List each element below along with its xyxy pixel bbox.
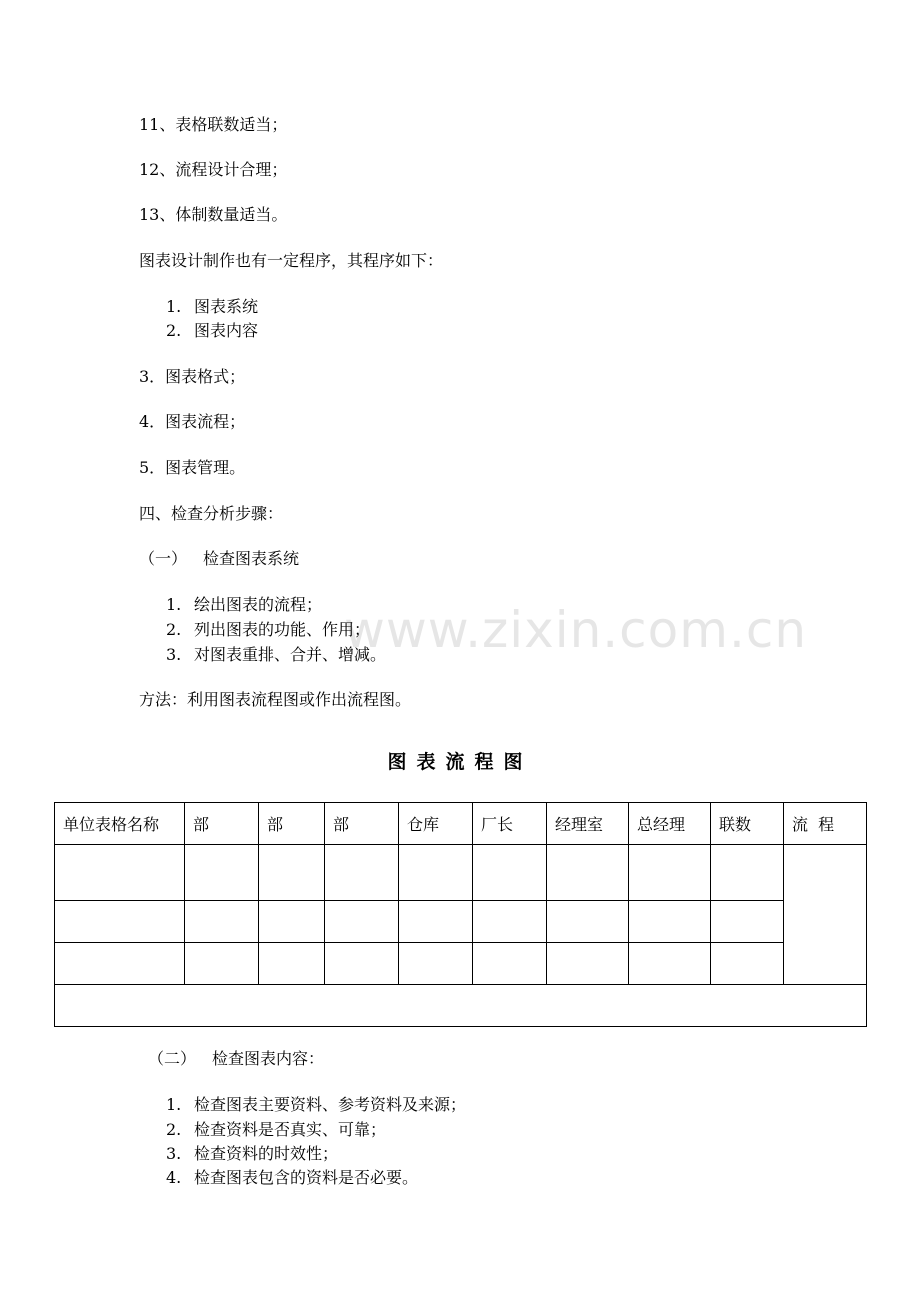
list-text: 列出图表的功能、作用； bbox=[194, 620, 371, 639]
list-number: 2. bbox=[166, 1120, 182, 1139]
table-cell bbox=[325, 901, 399, 943]
item-12: 12、流程设计合理； bbox=[139, 160, 288, 179]
item-3: 3．图表格式； bbox=[139, 367, 246, 386]
header-cell: 单位表格名称 bbox=[55, 803, 185, 845]
table-cell bbox=[399, 943, 473, 985]
table-header-row bbox=[55, 803, 867, 845]
subsection-text: 检查图表内容： bbox=[212, 1049, 325, 1068]
list-text: 图表内容 bbox=[194, 321, 259, 340]
table-footer-cell bbox=[55, 985, 867, 1027]
section-heading: 四、检查分析步骤： bbox=[139, 504, 284, 523]
table-cell bbox=[55, 943, 185, 985]
list-text: 检查资料的时效性； bbox=[194, 1144, 339, 1163]
table-cell bbox=[55, 901, 185, 943]
subsection-text: 检查图表系统 bbox=[203, 549, 300, 568]
table-cell bbox=[185, 901, 259, 943]
list-item bbox=[166, 595, 322, 615]
table-cell bbox=[399, 845, 473, 901]
table-title: 图表流程图 bbox=[387, 751, 533, 773]
header-cell: 联数 bbox=[711, 803, 784, 845]
list-number: 3. bbox=[166, 645, 182, 664]
subsection-2 bbox=[148, 1049, 324, 1069]
header-cell: 部 bbox=[259, 803, 325, 845]
table-cell bbox=[185, 845, 259, 901]
table-cell bbox=[325, 845, 399, 901]
table-cell bbox=[259, 943, 325, 985]
item-5: 5．图表管理。 bbox=[139, 458, 246, 477]
procedure-intro: 图表设计制作也有一定程序，其程序如下： bbox=[139, 251, 444, 270]
list-number: 3. bbox=[166, 1144, 182, 1163]
header-cell: 经理室 bbox=[547, 803, 629, 845]
subsection-label: （一） bbox=[139, 549, 188, 568]
list-item bbox=[166, 297, 258, 317]
item-4: 4．图表流程； bbox=[139, 412, 246, 431]
list-text: 绘出图表的流程； bbox=[194, 595, 323, 614]
table-cell bbox=[55, 845, 185, 901]
table-cell bbox=[711, 845, 784, 901]
header-cell: 流 程 bbox=[784, 803, 867, 845]
table-cell bbox=[473, 901, 547, 943]
table-cell bbox=[629, 943, 711, 985]
list-item bbox=[166, 321, 258, 341]
table-cell bbox=[547, 943, 629, 985]
list-number: 1. bbox=[166, 1095, 182, 1114]
list-item bbox=[166, 1168, 418, 1188]
table-cell bbox=[259, 901, 325, 943]
flow-cell bbox=[784, 845, 867, 985]
list-text: 检查图表包含的资料是否必要。 bbox=[194, 1168, 419, 1187]
subsection-1 bbox=[139, 549, 299, 569]
method-text: 方法：利用图表流程图或作出流程图。 bbox=[139, 690, 412, 709]
list-number: 2. bbox=[166, 620, 182, 639]
flow-table bbox=[54, 802, 867, 1027]
list-text: 检查图表主要资料、参考资料及来源； bbox=[194, 1095, 467, 1114]
table-cell bbox=[259, 845, 325, 901]
table-cell bbox=[185, 943, 259, 985]
list-item bbox=[166, 645, 386, 665]
watermark: www.zixin.com.cn bbox=[344, 601, 808, 659]
table-cell bbox=[711, 943, 784, 985]
header-cell: 部 bbox=[325, 803, 399, 845]
list-item bbox=[166, 1095, 466, 1115]
list-text: 对图表重排、合并、增减。 bbox=[194, 645, 387, 664]
table-cell bbox=[629, 845, 711, 901]
item-13: 13、体制数量适当。 bbox=[139, 205, 288, 224]
table-row bbox=[55, 845, 867, 901]
table-cell bbox=[629, 901, 711, 943]
item-11: 11、表格联数适当； bbox=[139, 115, 288, 134]
table-row bbox=[55, 943, 867, 985]
table-cell bbox=[399, 901, 473, 943]
table-cell bbox=[473, 845, 547, 901]
table-row bbox=[55, 901, 867, 943]
table-cell bbox=[547, 845, 629, 901]
list-text: 图表系统 bbox=[194, 297, 259, 316]
table-cell bbox=[711, 901, 784, 943]
table-cell bbox=[547, 901, 629, 943]
list-number: 4. bbox=[166, 1168, 182, 1187]
list-item bbox=[166, 1120, 386, 1140]
list-item bbox=[166, 1144, 338, 1164]
table-cell bbox=[325, 943, 399, 985]
list-number: 1. bbox=[166, 297, 182, 316]
table-cell bbox=[473, 943, 547, 985]
list-text: 检查资料是否真实、可靠； bbox=[194, 1120, 387, 1139]
header-cell: 总经理 bbox=[629, 803, 711, 845]
header-cell: 仓库 bbox=[399, 803, 473, 845]
list-number: 1. bbox=[166, 595, 182, 614]
header-cell: 厂长 bbox=[473, 803, 547, 845]
list-item bbox=[166, 620, 370, 640]
header-cell: 部 bbox=[185, 803, 259, 845]
table-footer-row bbox=[55, 985, 867, 1027]
list-number: 2. bbox=[166, 321, 182, 340]
subsection-label: （二） bbox=[148, 1049, 197, 1068]
